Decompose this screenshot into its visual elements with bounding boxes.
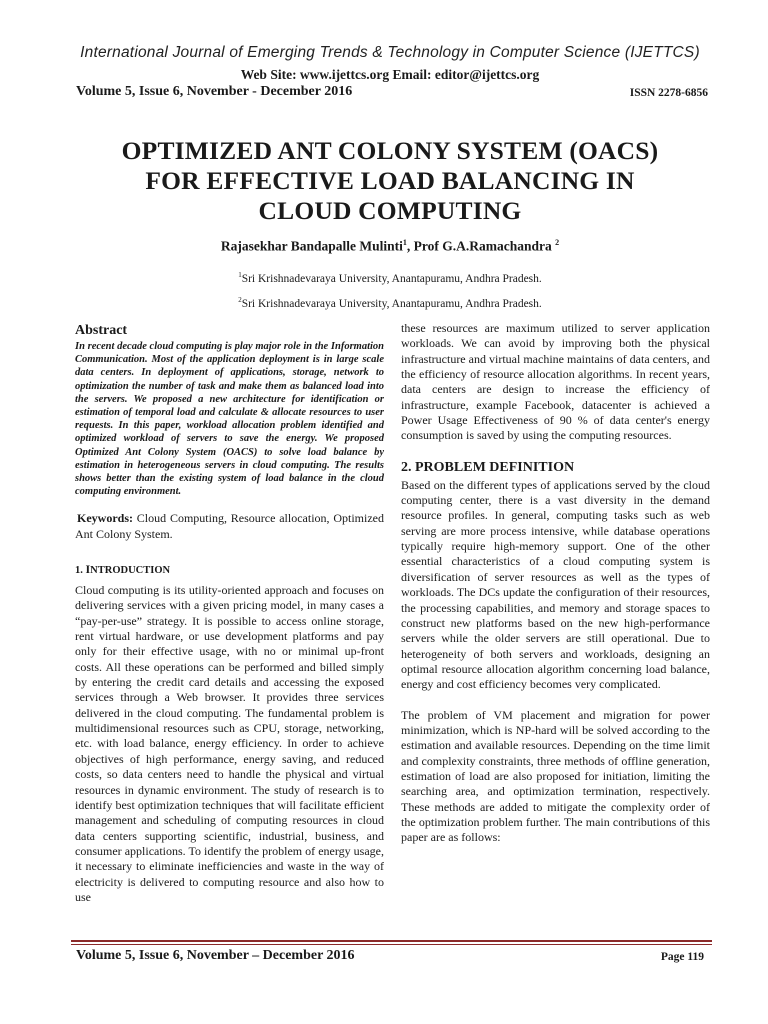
affiliation-2-text: Sri Krishnadevaraya University, Anantapuramu, Andhra Pradesh.	[241, 297, 542, 310]
problem-definition-paragraph-2: The problem of VM placement and migration for power minimization, which is NP-hard will be solved according to the estimation and available resources. Depending on the time limit and complexity constraints, three methods of offline generation, estimation of load are also proposed for initiation, limiting the searching area, and optimization termination, respectively. These methods are added to mitigate the complexity order of the optimization problem further. The main contributions of this paper are as follows:	[401, 707, 710, 845]
introduction-heading-rest: NTRODUCTION	[90, 565, 171, 577]
right-column	[401, 321, 710, 846]
author-1: Rajasekhar Bandapalle Mulinti	[220, 238, 403, 254]
paper-title	[60, 136, 720, 226]
keywords-label: Keywords:	[77, 511, 133, 526]
journal-title: International Journal of Emerging Trends & Technology in Computer Science (IJETTCS)	[80, 44, 700, 61]
footer-rule-thick	[71, 940, 712, 942]
introduction-initial: I	[85, 562, 91, 577]
footer-page-number: Page 119	[660, 951, 704, 963]
author-list	[60, 238, 720, 255]
affiliation-1-mark: 1	[238, 271, 242, 279]
paper-title-line-2: FOR EFFECTIVE LOAD BALANCING IN	[145, 166, 635, 195]
footer-rule-thin	[71, 944, 712, 945]
header-volume: Volume 5, Issue 6, November - December 2016	[76, 84, 353, 99]
introduction-heading	[75, 562, 384, 577]
affiliation-1-text: Sri Krishnadevaraya University, Anantapuramu, Andhra Pradesh.	[241, 272, 542, 285]
affiliation-2-mark: 2	[238, 296, 242, 304]
paper-title-line-3: CLOUD COMPUTING	[258, 196, 522, 225]
problem-definition-heading: 2. PROBLEM DEFINITION	[401, 459, 575, 475]
left-column	[75, 323, 384, 905]
author-2: Prof G.A.Ramachandra	[413, 238, 556, 254]
keywords-text: Cloud Computing, Resource allocation, Optimized Ant Colony System.	[75, 511, 384, 541]
paper-title-line-1: OPTIMIZED ANT COLONY SYSTEM (OACS)	[121, 136, 659, 165]
keywords	[75, 511, 384, 542]
introduction-continuation: these resources are maximum utilized to server application workloads. We can avoid by improving both the physical infrastructure and virtual machine maintains of data centers, and the efficiency of resource allocation algorithms. In recent years, data centers are design to increase the efficiency of infrastructure, example Facebook, datacenter is achieved a Power Usage Effectiveness of 90 % of data center's energy consumption is saved by using the computing resources.	[401, 321, 710, 443]
header-issn: ISSN 2278-6856	[629, 87, 708, 99]
affiliation-2	[60, 296, 720, 310]
abstract-body: In recent decade cloud computing is play major role in the Information Communication. Most of the application deployment is in large scale data centers. In deployment of applications, storage, network to optimization the number of task and make them as balanced load into the servers. We proposed a new architecture for identification or estimation of temporal load and calculate & allocate resources to user requests. In this paper, workload allocation problem identified and optimized workload of servers to save the energy. We proposed Optimized Ant Colony System (OACS) to solve load balance by estimation in heterogeneous servers in cloud computing. The results shows better than the existing system of load balance in the cloud computing environment.	[75, 341, 384, 498]
introduction-body: Cloud computing is its utility-oriented approach and focuses on delivering services with a given pricing model, in many cases a “pay-per-use” strategy. It is possible to access online storage, rent virtual hardware, or use development platforms and pay only for their effective usage, with no or minimal up-front costs. All these operations can be performed and billed simply by entering the credit card details and accessing the exposed services through a Web browser. It provides three services delivered in the cloud computing. The fundamental problem is multidimensional resources such as CPU, storage, networking, etc. with load balance, energy efficiency. In order to achieve objectives of high performance, energy saving, and reduced costs, so data centers need to handle the physical and virtual resources in dynamic environment. The study of research is to identify best optimization techniques that will facilitate efficient management and scheduling of computing resources in cloud data centers supporting scientific, industrial, business, and consumer applications. To identify the problem of energy usage, it necessary to eliminate inefficiencies and waste in the way of electricity is delivered to computing resource and also how to use	[75, 583, 384, 904]
journal-website: Web Site: www.ijettcs.org Email: editor@ijettcs.org	[240, 67, 540, 82]
affiliation-1	[60, 271, 720, 285]
introduction-number: 1.	[75, 565, 86, 577]
abstract-heading: Abstract	[75, 323, 128, 338]
author-2-affiliation-mark: 2	[555, 238, 560, 247]
author-1-affiliation-mark: 1	[402, 238, 407, 247]
problem-definition-paragraph-1: Based on the different types of applications served by the cloud computing center, there is a vast diversity in the demand resource profiles. In general, computing tasks such as web serving are more process intensive, while database operations typically require high-memory support. One of the other essential characteristics of a cloud computing system is diversification of server resources as well as the types of workloads. The DCs update the configuration of their resources, the processing capabilities, and memory and storage spaces to construct new platforms based on the new high-performance servers while the older servers are still operational. Due to heterogeneity of both servers and workloads, designing an optimal resource allocation algorithm concerning load balance, energy and cost efficiency becomes very complicated.	[401, 477, 710, 692]
footer-volume: Volume 5, Issue 6, November – December 2016	[76, 948, 355, 963]
author-separator: ,	[406, 238, 414, 254]
